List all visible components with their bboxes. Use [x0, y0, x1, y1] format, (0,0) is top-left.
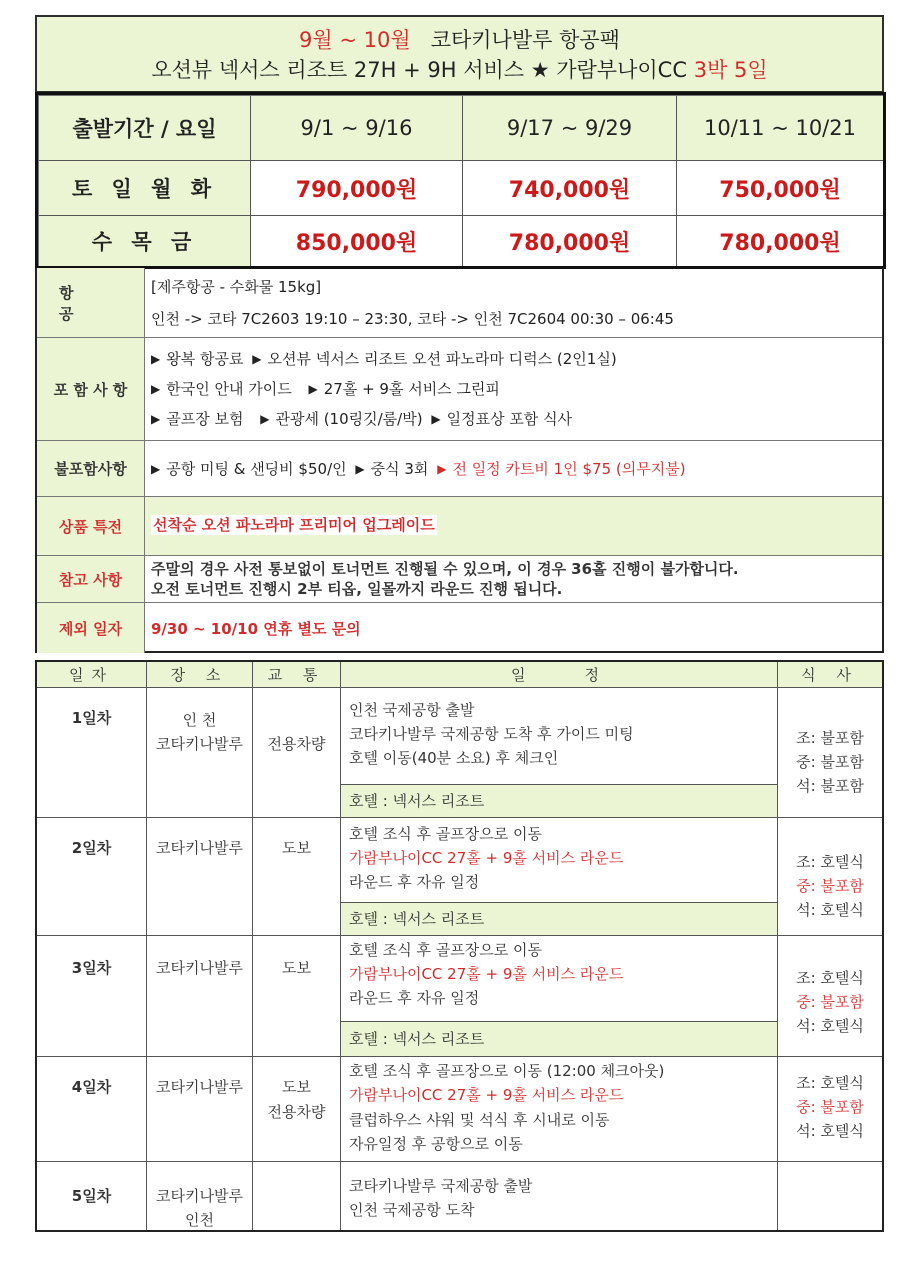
included-item: 왕복 항공료 — [166, 350, 244, 368]
place-text: 코타키나발루 — [156, 1078, 243, 1096]
arrow-right-icon: ▶ — [151, 412, 161, 426]
package-subtitle: 오션뷰 넥서스 리조트 27H + 9H 서비스 ★ 가람부나이CC — [151, 58, 687, 82]
price-cell: 740,000원 — [463, 161, 677, 216]
period-header-2: 9/17 ~ 9/29 — [463, 96, 677, 161]
meal-breakfast: 조: 호텔식 — [796, 1074, 864, 1092]
itinerary-row-day4 — [37, 1057, 882, 1162]
day-label: 4일차 — [71, 1078, 112, 1096]
meal-dinner: 석: 불포함 — [796, 777, 864, 795]
plan-line-golf: 가람부나이CC 27홀 + 9홀 서비스 라운드 — [349, 965, 624, 983]
itinerary-row-day5 — [37, 1162, 882, 1230]
plan-line: 코타키나발루 국제공항 출발 — [349, 1177, 533, 1195]
package-title-box — [35, 15, 884, 93]
arrow-right-icon: ▶ — [260, 412, 270, 426]
place-text: 코타키나발루 — [156, 839, 243, 857]
price-cell: 750,000원 — [677, 161, 883, 216]
airline-label: 항 공 — [37, 268, 145, 337]
transport-text: 도보 — [282, 839, 311, 857]
header-meals: 식 사 — [778, 662, 882, 688]
excluded-item-mandatory: 전 일정 카트비 1인 $75 (의무지불) — [452, 460, 686, 478]
meal-breakfast: 조: 호텔식 — [796, 853, 864, 871]
place-text: 코타키나발루 — [156, 1187, 243, 1205]
hotel-info: 호텔 : 넥서스 리조트 — [341, 902, 777, 935]
transport-text: 전용차량 — [267, 1103, 326, 1121]
excluded-item: 중식 3회 — [370, 460, 429, 478]
place-text: 코타키나발루 — [156, 959, 243, 977]
transport-text: 전용차량 — [267, 735, 326, 753]
plan-line: 클럽하우스 샤워 및 석식 후 시내로 이동 — [349, 1111, 610, 1129]
plan-line: 호텔 조식 후 골프장으로 이동 — [349, 941, 542, 959]
meal-lunch: 중: 불포함 — [796, 753, 864, 771]
included-item: 27홀 + 9홀 서비스 그린피 — [323, 380, 500, 398]
meal-lunch: 중: 불포함 — [796, 1098, 864, 1116]
notes-label: 참고 사항 — [37, 556, 145, 602]
excluded-label: 불포함사항 — [37, 441, 145, 496]
airline-name: [제주항공 - 수화물 15kg] — [151, 278, 322, 296]
itinerary-row-day3 — [37, 936, 882, 1057]
price-corner-label: 출발기간 / 요일 — [39, 96, 251, 161]
included-line-3 — [151, 408, 572, 429]
package-name: 코타키나발루 항공팩 — [430, 28, 620, 52]
day-label: 5일차 — [71, 1187, 112, 1205]
period-header-1: 9/1 ~ 9/16 — [251, 96, 463, 161]
arrow-right-icon: ▶ — [151, 382, 161, 396]
arrow-right-icon: ▶ — [355, 462, 365, 476]
itinerary-row-day1 — [37, 688, 882, 818]
plan-line: 인천 국제공항 출발 — [349, 701, 475, 719]
flight-schedule: 인천 -> 코타 7C2603 19:10 – 23:30, 코타 -> 인천 7C2604 00:30 – 06:45 — [151, 310, 674, 328]
place-text: 인 천 — [182, 711, 217, 729]
plan-line-golf: 가람부나이CC 27홀 + 9홀 서비스 라운드 — [349, 1086, 624, 1104]
duration-label: 3박 5일 — [693, 58, 768, 82]
plan-line: 라운드 후 자유 일정 — [349, 873, 480, 891]
title-line-1 — [37, 27, 882, 53]
arrow-right-icon: ▶ — [252, 352, 262, 366]
included-item: 한국인 안내 가이드 — [166, 380, 292, 398]
info-row-notes — [37, 556, 882, 603]
price-table — [35, 92, 886, 269]
place-text: 코타키나발루 — [156, 735, 243, 753]
benefit-line — [151, 514, 437, 535]
season-label: 9월 ~ 10월 — [299, 28, 411, 52]
itinerary-table — [35, 660, 884, 1232]
info-row-excluded — [37, 441, 882, 497]
day-label: 2일차 — [71, 839, 112, 857]
included-item: 관광세 (10링깃/룸/박) — [275, 410, 423, 428]
included-item: 일정표상 포함 식사 — [446, 410, 573, 428]
plan-line: 코타키나발루 국제공항 도착 후 가이드 미팅 — [349, 725, 634, 743]
plan-line-golf: 가람부나이CC 27홀 + 9홀 서비스 라운드 — [349, 849, 624, 867]
info-row-excluded-dates — [37, 603, 882, 653]
benefit-label: 상품 특전 — [37, 497, 145, 555]
excluded-dates-text: 9/30 ~ 10/10 연휴 별도 문의 — [151, 620, 361, 638]
package-info-table — [35, 268, 884, 653]
arrow-right-icon: ▶ — [431, 412, 441, 426]
arrow-right-icon: ▶ — [151, 352, 161, 366]
included-line-1 — [151, 348, 617, 369]
title-line-2 — [37, 57, 882, 83]
header-plan: 일 정 — [341, 662, 778, 688]
transport-text: 도보 — [282, 1078, 311, 1096]
note-line-1: 주말의 경우 사전 통보없이 토너먼트 진행될 수 있으며, 이 경우 36홀 진행이 불가합니다. — [151, 560, 739, 578]
meal-dinner: 석: 호텔식 — [796, 1122, 864, 1140]
meal-dinner: 석: 호텔식 — [796, 1017, 864, 1035]
plan-line: 자유일정 후 공항으로 이동 — [349, 1135, 523, 1153]
meal-lunch: 중: 불포함 — [796, 877, 864, 895]
excluded-line — [151, 458, 686, 479]
plan-line: 호텔 조식 후 골프장으로 이동 (12:00 체크아웃) — [349, 1062, 665, 1080]
plan-line: 라운드 후 자유 일정 — [349, 989, 480, 1007]
excluded-dates-label: 제외 일자 — [37, 603, 145, 653]
transport-empty — [253, 1162, 341, 1230]
price-cell: 780,000원 — [677, 216, 883, 266]
price-cell: 780,000원 — [463, 216, 677, 266]
plan-line: 호텔 이동(40분 소요) 후 체크인 — [349, 749, 559, 767]
arrow-right-icon: ▶ — [308, 382, 318, 396]
info-row-benefit — [37, 497, 882, 556]
note-line-2: 오전 토너먼트 진행시 2부 티옵, 일몰까지 라운드 진행 됩니다. — [151, 580, 563, 598]
hotel-info: 호텔 : 넥서스 리조트 — [341, 784, 777, 817]
arrow-right-icon: ▶ — [151, 462, 161, 476]
place-text: 인천 — [185, 1211, 214, 1229]
included-item: 오션뷰 넥서스 리조트 오션 파노라마 디럭스 (2인1실) — [267, 350, 617, 368]
excluded-item: 공항 미팅 & 샌딩비 $50/인 — [166, 460, 347, 478]
meal-dinner: 석: 호텔식 — [796, 901, 864, 919]
plan-line: 호텔 조식 후 골프장으로 이동 — [349, 825, 542, 843]
header-day: 일자 — [37, 662, 147, 688]
included-line-2 — [151, 378, 500, 399]
days-label-weekday: 수 목 금 — [39, 216, 251, 266]
days-label-weekend: 토 일 월 화 — [39, 161, 251, 216]
day-label: 3일차 — [71, 959, 112, 977]
header-transport: 교 통 — [253, 662, 341, 688]
plan-line: 인천 국제공항 도착 — [349, 1201, 475, 1219]
day-label: 1일차 — [71, 709, 112, 727]
meal-breakfast: 조: 호텔식 — [796, 969, 864, 987]
included-label: 포 함 사 항 — [37, 338, 145, 440]
info-row-airline — [37, 268, 882, 338]
included-item: 골프장 보험 — [166, 410, 244, 428]
info-row-included — [37, 338, 882, 441]
header-place: 장 소 — [147, 662, 253, 688]
meal-lunch: 중: 불포함 — [796, 993, 864, 1011]
price-cell: 850,000원 — [251, 216, 463, 266]
meals-empty — [778, 1162, 882, 1230]
hotel-info: 호텔 : 넥서스 리조트 — [341, 1021, 777, 1056]
benefit-text: 선착순 오션 파노라마 프리미어 업그레이드 — [153, 516, 435, 534]
meal-breakfast: 조: 불포함 — [796, 729, 864, 747]
itinerary-row-day2 — [37, 818, 882, 936]
arrow-right-icon: ▶ — [437, 462, 447, 476]
price-cell: 790,000원 — [251, 161, 463, 216]
period-header-3: 10/11 ~ 10/21 — [677, 96, 883, 161]
transport-text: 도보 — [282, 959, 311, 977]
